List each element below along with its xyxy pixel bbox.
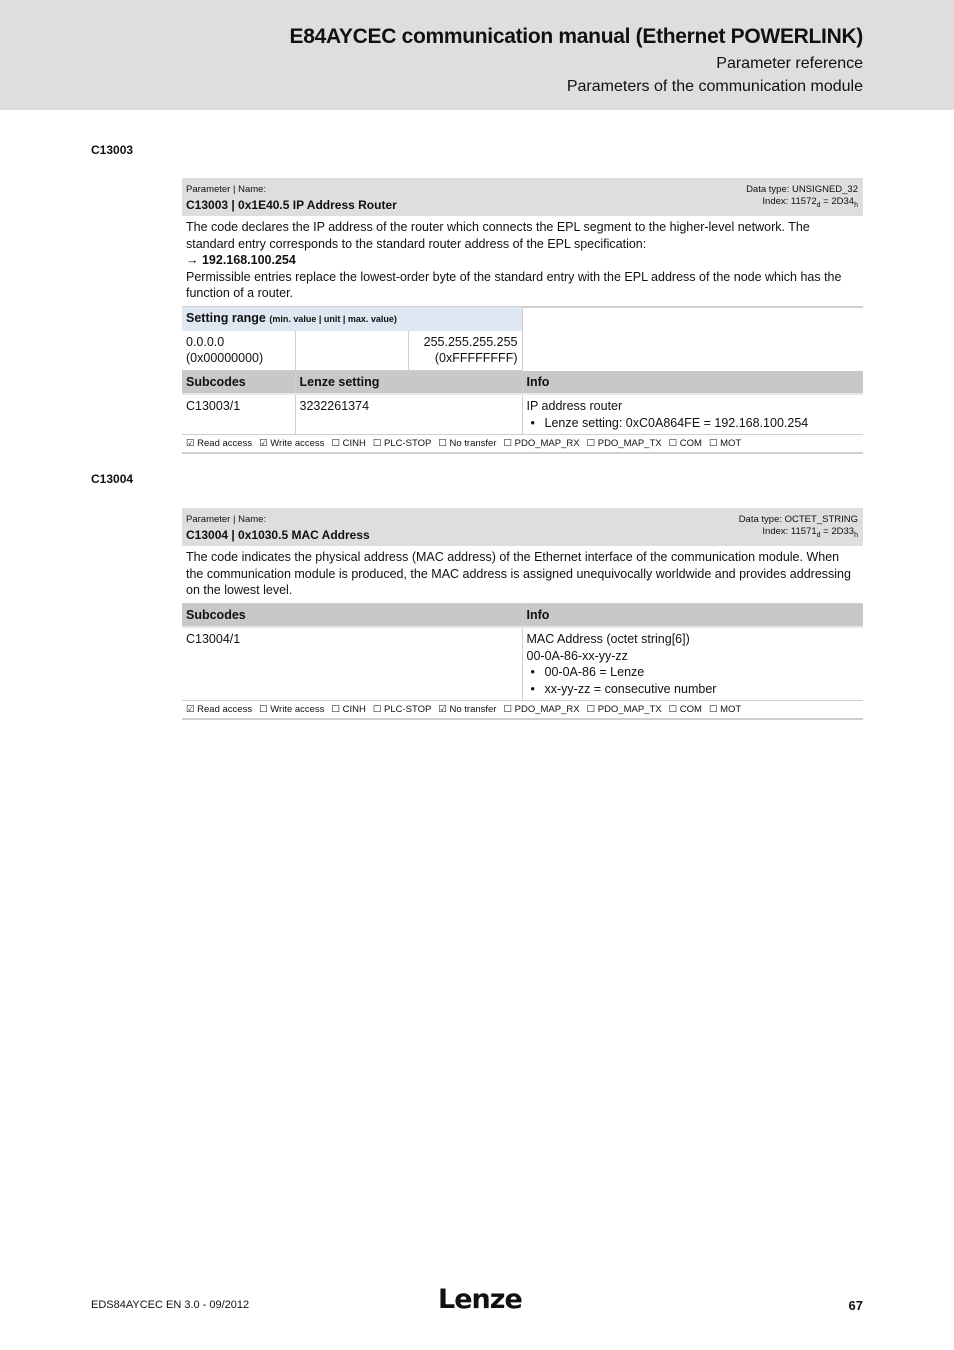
lenze-setting-column-header: Lenze setting bbox=[295, 371, 522, 395]
list-item: • xx-yy-zz = consecutive number bbox=[545, 681, 860, 698]
code-heading-c13003: C13003 bbox=[91, 143, 134, 157]
manual-title: E84AYCEC communication manual (Ethernet POWERLINK) bbox=[289, 25, 863, 48]
parameter-name: C13004 | 0x1030.5 MAC Address bbox=[186, 528, 370, 542]
parameter-description bbox=[182, 216, 863, 307]
info-column-header: Info bbox=[522, 604, 863, 628]
default-router-address: → 192.168.100.254 bbox=[186, 253, 296, 267]
parameter-header bbox=[182, 508, 863, 546]
parameter-index: Index: $11571_d = 2D33_h$ bbox=[762, 526, 858, 539]
info-column-header: Info bbox=[522, 371, 863, 395]
parameter-block-c13004 bbox=[182, 508, 863, 720]
min-value: 0.0.0.0 (0x00000000) bbox=[182, 331, 295, 371]
parameter-header bbox=[182, 178, 863, 216]
list-item: • 00-0A-86 = Lenze bbox=[545, 664, 860, 681]
document-id: EDS84AYCEC EN 3.0 - 09/2012 bbox=[91, 1299, 250, 1311]
data-type: Data type: UNSIGNED_32 bbox=[746, 184, 858, 195]
setting-range-table bbox=[182, 307, 863, 371]
info-cell: IP address router • Lenze setting: 0xC0A864FE = 192.168.100.254 bbox=[522, 394, 863, 434]
access-flags: ☑ Read access ☑ Write access ☐ CINH ☐ PLC-STOP ☐ No transfer ☐ PDO_MAP_RX ☐ PDO_MAP_TX ☐ COM ☐ MOT bbox=[182, 434, 863, 454]
description-text: The code indicates the physical address (MAC address) of the Ethernet interface of the communication module. When the communication module is produced, the MAC address is assigned unequivocally worldwide and provides addressing on the lowest level. bbox=[186, 550, 851, 597]
parameter-block-c13003 bbox=[182, 178, 863, 454]
page-number: 67 bbox=[848, 1298, 863, 1313]
info-cell: MAC Address (octet string[6]) 00-0A-86-xx-yy-zz • 00-0A-86 = Lenze • xx-yy-zz = consecutive number bbox=[522, 627, 863, 700]
list-item: • Lenze setting: 0xC0A864FE = 192.168.100.254 bbox=[545, 415, 860, 432]
section-title: Parameter reference bbox=[716, 55, 863, 72]
parameter-label: Parameter | Name: bbox=[186, 184, 267, 195]
subcodes-column-header: Subcodes bbox=[182, 604, 522, 628]
parameter-index: Index: $11572_d = 2D34_h$ bbox=[762, 196, 858, 209]
subcodes-column-header: Subcodes bbox=[182, 371, 295, 395]
code-heading-c13004: C13004 bbox=[91, 472, 134, 486]
setting-range-header: Setting range (min. value | unit | max. value) bbox=[182, 307, 522, 331]
max-value: 255.255.255.255 (0xFFFFFFFF) bbox=[408, 331, 522, 371]
data-type: Data type: OCTET_STRING bbox=[738, 514, 858, 525]
subcode-cell: C13003/1 bbox=[182, 394, 295, 434]
access-flags: ☑ Read access ☐ Write access ☐ CINH ☐ PLC-STOP ☑ No transfer ☐ PDO_MAP_RX ☐ PDO_MAP_TX ☐ COM ☐ MOT bbox=[182, 700, 863, 720]
subcodes-table bbox=[182, 371, 863, 435]
subsection-title: Parameters of the communication module bbox=[566, 78, 863, 95]
description-text: The code declares the IP address of the router which connects the EPL segment to the higher-level network. The standard entry corresponds to the standard router address of the EPL specification: bbox=[186, 220, 810, 251]
parameter-label: Parameter | Name: bbox=[186, 514, 267, 525]
subcode-cell: C13004/1 bbox=[182, 627, 522, 700]
parameter-description bbox=[182, 546, 863, 604]
unit-cell bbox=[295, 331, 408, 371]
page-header bbox=[0, 0, 954, 110]
lenze-setting-cell: 3232261374 bbox=[295, 394, 522, 434]
parameter-name: C13003 | 0x1E40.5 IP Address Router bbox=[186, 198, 397, 212]
subcodes-table bbox=[182, 604, 863, 701]
description-text-2: Permissible entries replace the lowest-order byte of the standard entry with the EPL address of the node which has the function of a router. bbox=[186, 269, 842, 300]
lenze-logo: Lenze bbox=[438, 1284, 522, 1315]
